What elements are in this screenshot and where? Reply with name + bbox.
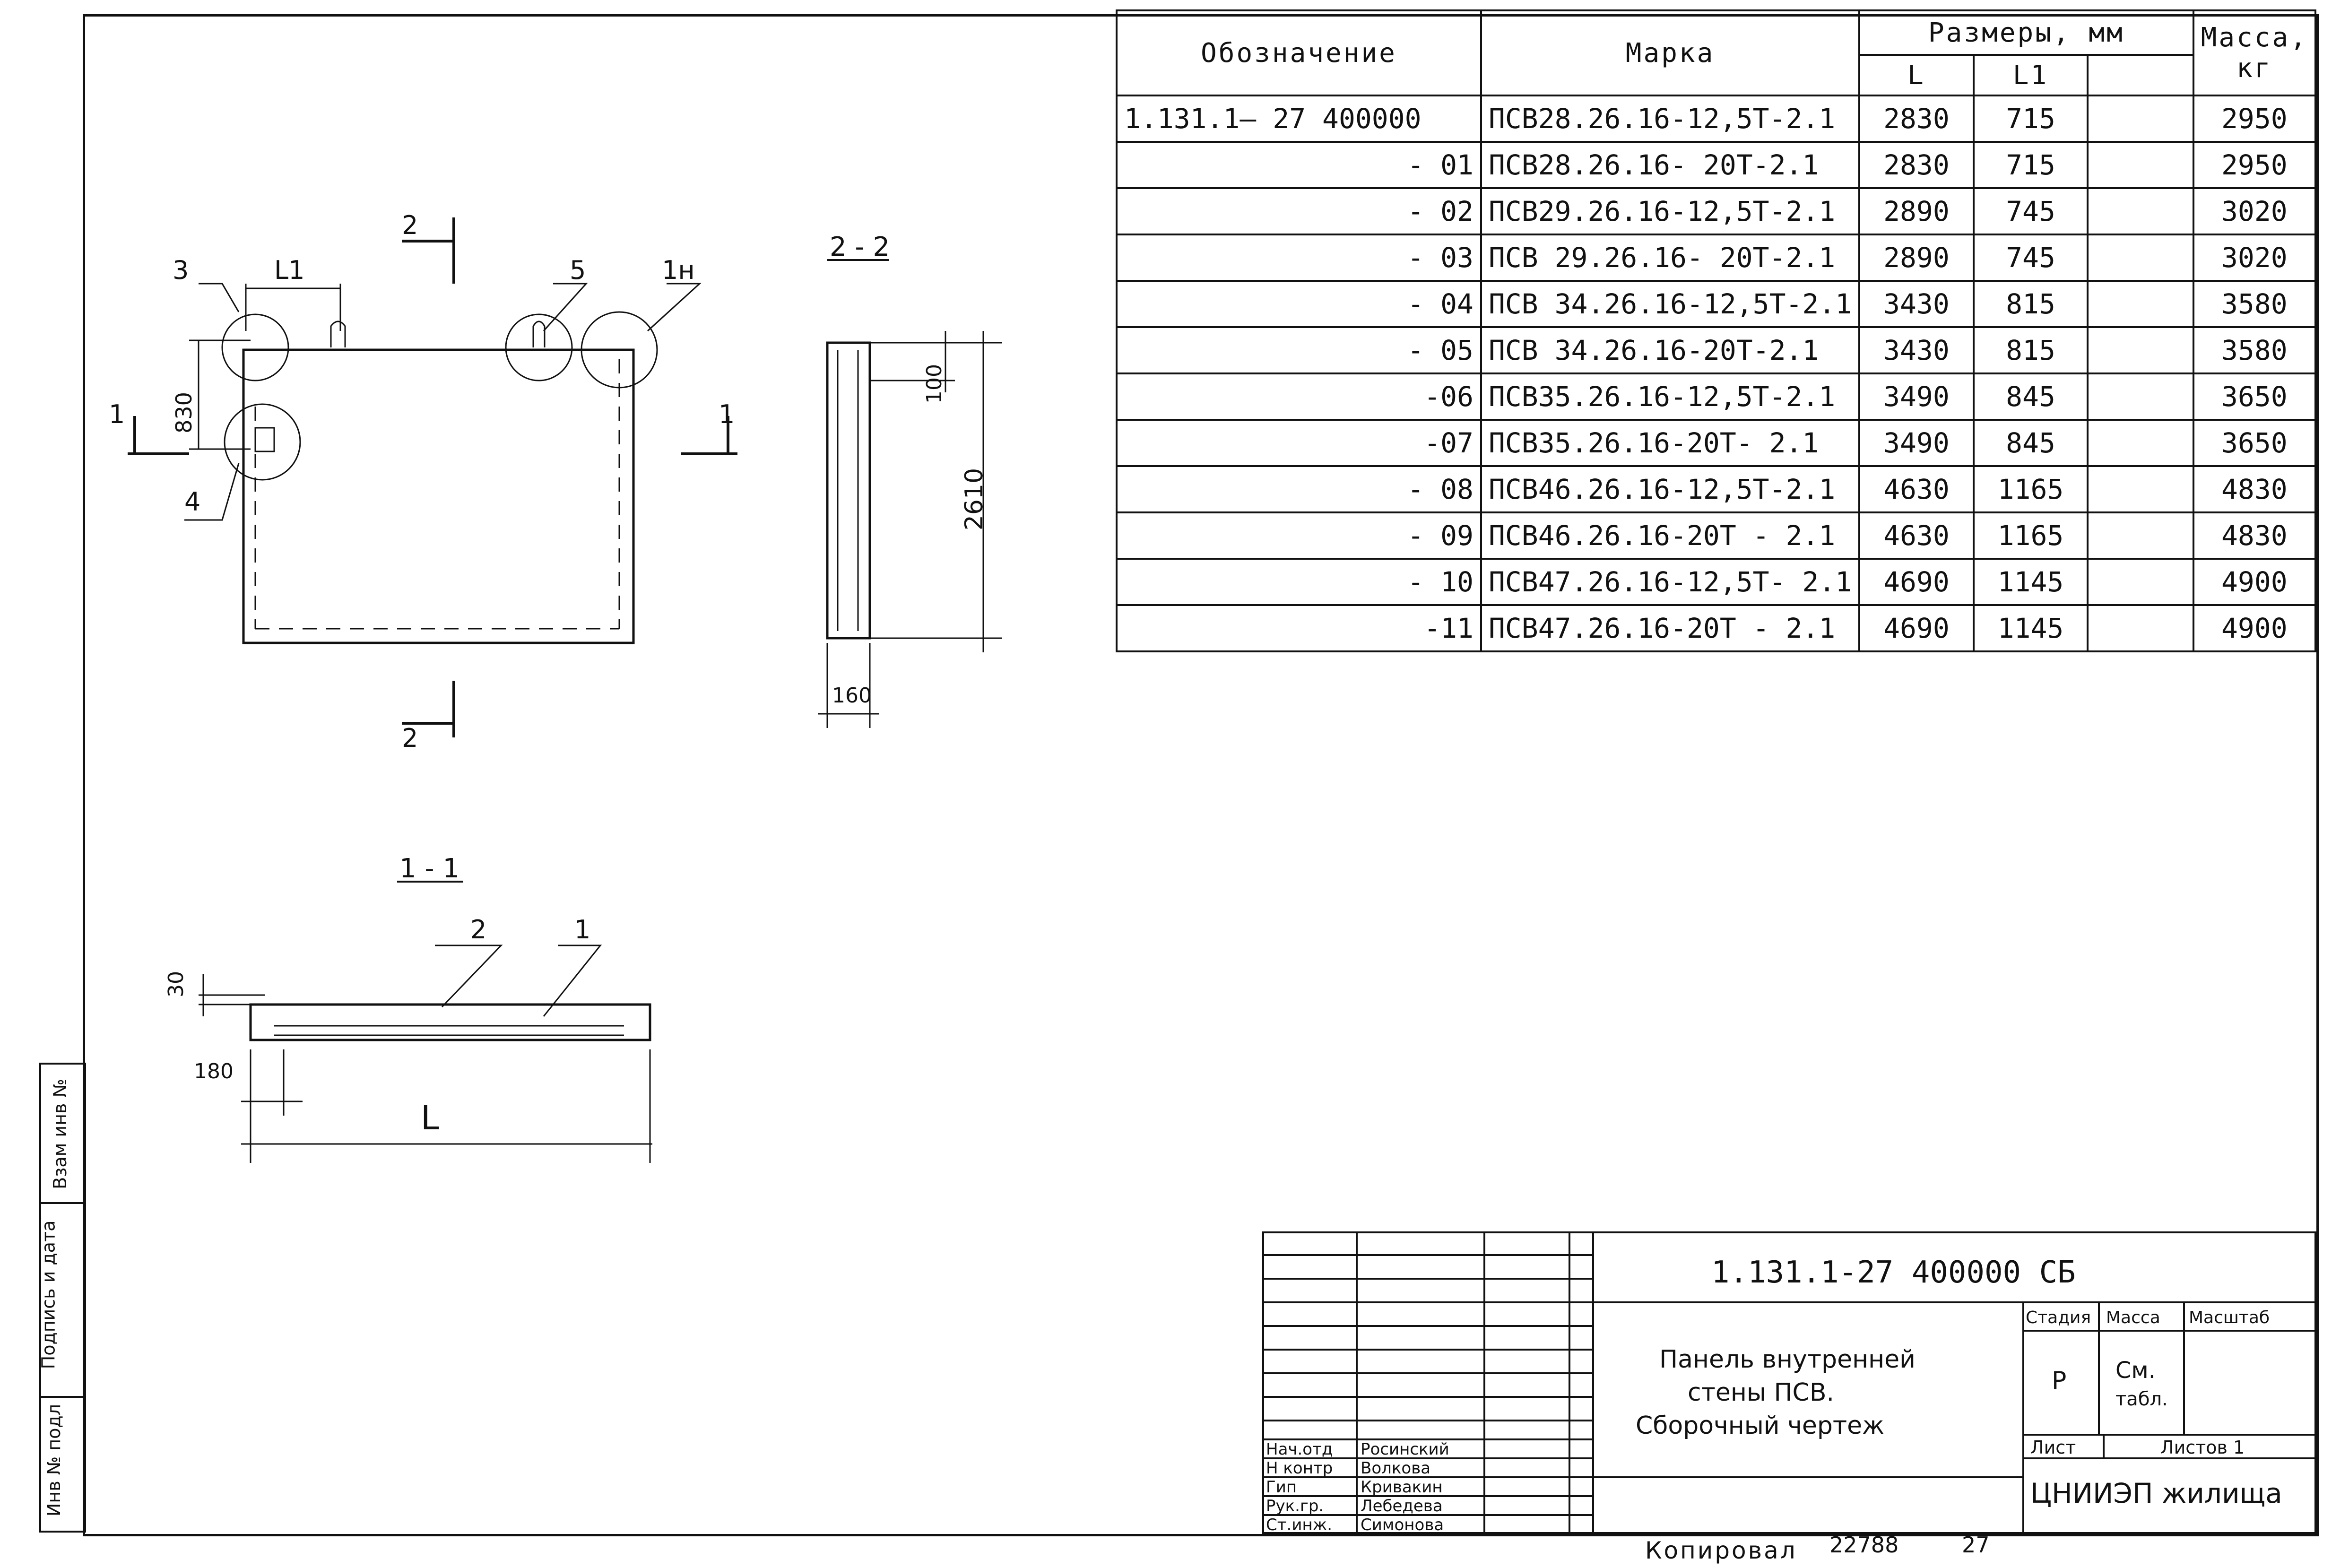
spec-code: - 02 (1117, 188, 1481, 234)
spec-L1: 845 (1974, 373, 2088, 420)
label-l1: L1 (274, 255, 305, 285)
section-1-1-inner (274, 1026, 624, 1035)
dim-2610-label: 2610 (960, 468, 989, 531)
section-2-2-inner (838, 350, 858, 631)
spec-mark: ПСВ35.26.16-20Т- 2.1 (1481, 420, 1859, 466)
spec-mark: ПСВ46.26.16-12,5Т-2.1 (1481, 466, 1859, 512)
header-mark: Марка (1481, 10, 1859, 95)
spec-mass: 2950 (2193, 142, 2315, 188)
spec-mass: 3020 (2193, 234, 2315, 281)
role-name: Волкова (1361, 1459, 1431, 1478)
role-title: Гип (1266, 1478, 1297, 1497)
spec-code: - 10 (1117, 559, 1481, 605)
spec-mass: 4830 (2193, 466, 2315, 512)
node-5-circle (506, 314, 572, 381)
scale-header: Масштаб (2189, 1308, 2270, 1327)
spec-code: - 09 (1117, 512, 1481, 559)
footer-number: 22788 (1829, 1532, 1899, 1558)
spec-mark: ПСВ29.26.16-12,5Т-2.1 (1481, 188, 1859, 234)
spec-mass: 3650 (2193, 420, 2315, 466)
spec-L1: 815 (1974, 327, 2088, 373)
footer-copied: Копировал (1645, 1537, 1797, 1564)
header-L: L (1859, 55, 1974, 95)
panel-hidden-lines (255, 359, 619, 629)
stage-value: Р (2052, 1367, 2067, 1395)
cut-2-bottom-label: 2 (402, 723, 418, 753)
dim-30-label: 30 (164, 971, 188, 997)
header-designation: Обозначение (1117, 10, 1481, 95)
stage-header: Стадия (2026, 1308, 2091, 1327)
label-1n: 1н (662, 255, 695, 285)
spec-L1: 715 (1974, 142, 2088, 188)
spec-L1: 745 (1974, 234, 2088, 281)
spec-mark: ПСВ 29.26.16- 20Т-2.1 (1481, 234, 1859, 281)
spec-mass: 4900 (2193, 605, 2315, 651)
spec-L1: 1165 (1974, 466, 2088, 512)
node-4-circle (225, 404, 300, 480)
spec-L: 2890 (1859, 234, 1974, 281)
doc-code: 1.131.1-27 400000 СБ (1711, 1255, 2076, 1290)
label-section-2: 2 (470, 915, 487, 944)
title-line2: стены ПСВ. (1688, 1378, 1835, 1407)
leader-1n (648, 284, 700, 331)
header-sizes: Размеры, мм (1859, 10, 2193, 55)
leader-3 (199, 284, 239, 312)
title-line1: Панель внутренней (1659, 1345, 1916, 1374)
header-L1: L1 (1974, 55, 2088, 95)
mass-header: Масса (2106, 1308, 2160, 1327)
section-1-1-title: 1 - 1 (399, 853, 460, 884)
dim-830-label: 830 (171, 392, 197, 433)
spec-code: - 08 (1117, 466, 1481, 512)
sheets-header: Листов 1 (2160, 1437, 2245, 1458)
role-name: Лебедева (1361, 1497, 1443, 1516)
title-line3: Сборочный чертеж (1636, 1412, 1884, 1440)
role-title: Ст.инж. (1266, 1516, 1333, 1534)
role-title: Нач.отд (1266, 1440, 1333, 1459)
panel-elevation (243, 350, 633, 643)
spec-mark: ПСВ 34.26.16-12,5Т-2.1 (1481, 281, 1859, 327)
label-3: 3 (173, 255, 189, 285)
role-title: Н контр (1266, 1459, 1333, 1478)
spec-mark: ПСВ47.26.16-20Т - 2.1 (1481, 605, 1859, 651)
organization: ЦНИИЭП жилища (2030, 1477, 2282, 1509)
dim-180-label: 180 (194, 1059, 234, 1083)
spec-code: - 05 (1117, 327, 1481, 373)
spec-L: 2890 (1859, 188, 1974, 234)
spec-L: 4630 (1859, 466, 1974, 512)
spec-L: 3430 (1859, 281, 1974, 327)
leader-section-2 (435, 945, 501, 1007)
spec-mass: 4900 (2193, 559, 2315, 605)
dim-180-line (241, 1049, 303, 1163)
loop-left (331, 321, 345, 347)
side-podpis: Подпись и дата (38, 1220, 59, 1369)
spec-L: 4690 (1859, 559, 1974, 605)
section-2-2-title: 2 - 2 (830, 232, 890, 262)
spec-mark: ПСВ28.26.16-12,5Т-2.1 (1481, 95, 1859, 142)
spec-mark: ПСВ47.26.16-12,5Т- 2.1 (1481, 559, 1859, 605)
spec-mass: 4830 (2193, 512, 2315, 559)
node-4-detail (255, 428, 274, 451)
spec-L1: 715 (1974, 95, 2088, 142)
spec-code: - 03 (1117, 234, 1481, 281)
spec-mass: 3650 (2193, 373, 2315, 420)
node-3-circle (222, 314, 288, 381)
spec-L1: 845 (1974, 420, 2088, 466)
spec-mass: 3020 (2193, 188, 2315, 234)
cut-1-right-label: 1 (719, 399, 735, 429)
side-inv-podl: Инв № подл (43, 1403, 65, 1517)
spec-mark: ПСВ35.26.16-12,5Т-2.1 (1481, 373, 1859, 420)
mass-value-1: См. (2115, 1357, 2156, 1384)
spec-mass: 3580 (2193, 281, 2315, 327)
spec-L1: 1165 (1974, 512, 2088, 559)
cut-2-top-label: 2 (402, 210, 418, 240)
spec-L1: 1145 (1974, 559, 2088, 605)
spec-mark: ПСВ46.26.16-20Т - 2.1 (1481, 512, 1859, 559)
spec-mass: 3580 (2193, 327, 2315, 373)
role-name: Кривакин (1361, 1478, 1443, 1497)
dim-30-line (199, 974, 265, 1016)
dim-830-line (189, 340, 251, 449)
spec-code: - 01 (1117, 142, 1481, 188)
spec-L: 4690 (1859, 605, 1974, 651)
spec-L: 4630 (1859, 512, 1974, 559)
label-section-1: 1 (574, 915, 591, 944)
loop-right (533, 321, 545, 347)
role-title: Рук.гр. (1266, 1497, 1324, 1516)
dim-L-line (241, 1049, 652, 1163)
mass-value-2: табл. (2115, 1388, 2168, 1410)
label-4: 4 (184, 487, 201, 517)
spec-code: -11 (1117, 605, 1481, 651)
sheet-header: Лист (2030, 1437, 2076, 1458)
spec-L: 3490 (1859, 420, 1974, 466)
title-block (1262, 1231, 2316, 1534)
cut-1-left-label: 1 (109, 399, 125, 429)
spec-code: 1.131.1– 27 400000 (1117, 95, 1481, 142)
spec-L: 3430 (1859, 327, 1974, 373)
spec-L1: 815 (1974, 281, 2088, 327)
spec-L: 2830 (1859, 142, 1974, 188)
spec-mark: ПСВ28.26.16- 20Т-2.1 (1481, 142, 1859, 188)
dim-100-label: 100 (922, 364, 946, 404)
dim-L-label: L (421, 1099, 439, 1137)
dim-160-label: 160 (832, 684, 872, 708)
spec-L: 2830 (1859, 95, 1974, 142)
section-2-2-panel (827, 343, 870, 638)
dim-l1-line (246, 284, 340, 331)
role-name: Симонова (1361, 1516, 1444, 1534)
spec-code: - 04 (1117, 281, 1481, 327)
spec-L: 3490 (1859, 373, 1974, 420)
role-name: Росинский (1361, 1440, 1449, 1459)
spec-L1: 1145 (1974, 605, 2088, 651)
footer-format: 27 (1962, 1532, 1990, 1558)
spec-mark: ПСВ 34.26.16-20Т-2.1 (1481, 327, 1859, 373)
label-5: 5 (570, 255, 586, 285)
header-mass: Масса, кг (2193, 10, 2315, 95)
spec-mass: 2950 (2193, 95, 2315, 142)
spec-code: -07 (1117, 420, 1481, 466)
spec-code: -06 (1117, 373, 1481, 420)
spec-L1: 745 (1974, 188, 2088, 234)
side-vzam: Взам инв № (49, 1079, 70, 1189)
leader-5 (544, 284, 586, 331)
